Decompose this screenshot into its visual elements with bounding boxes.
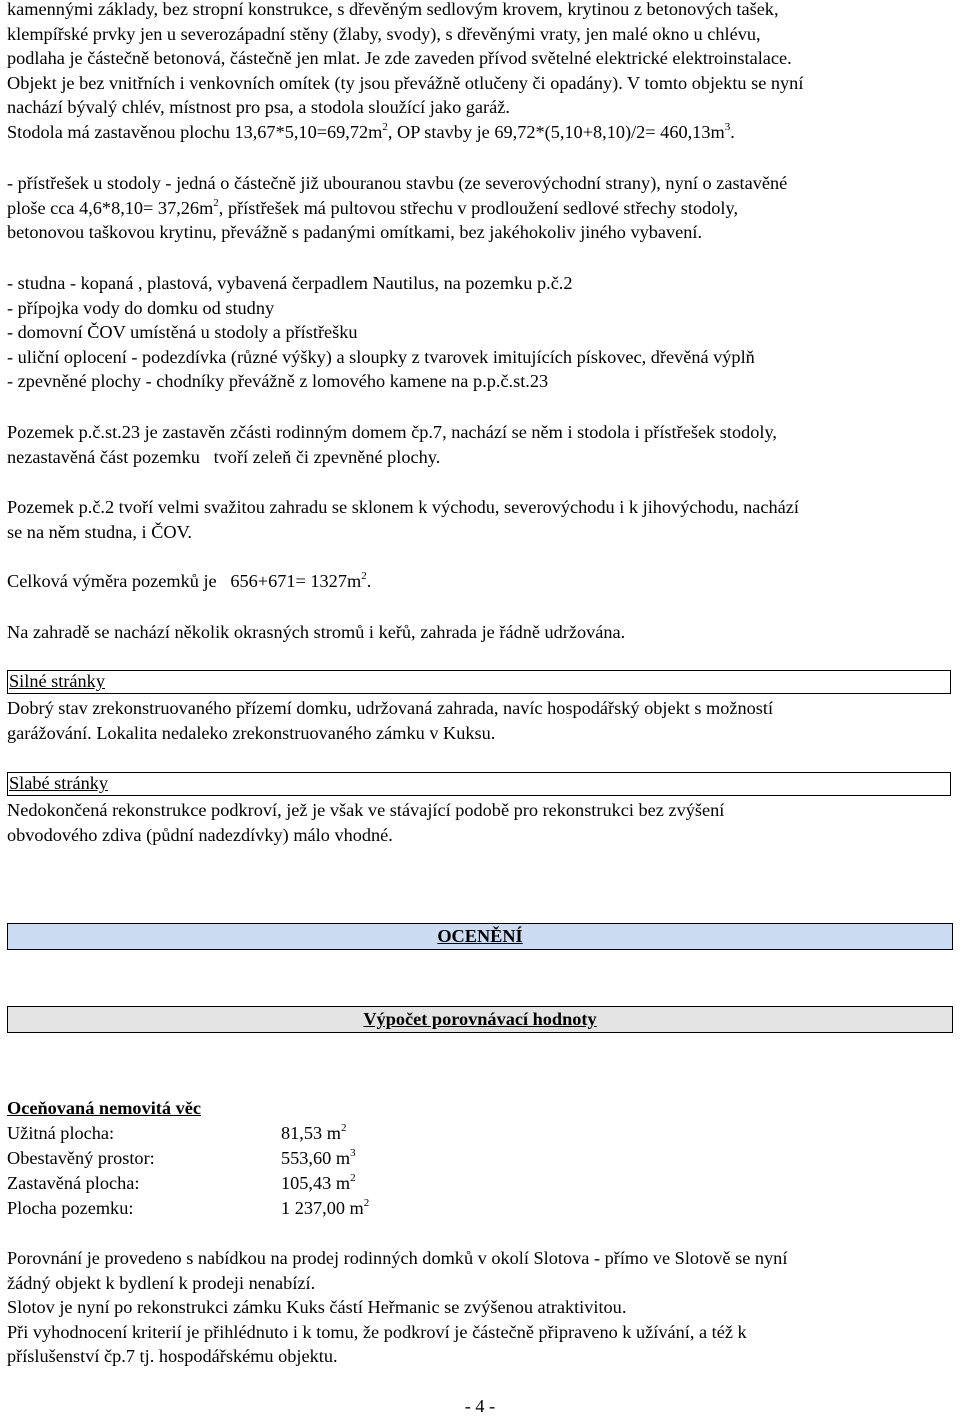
strengths-heading: Silné stránky <box>9 671 105 691</box>
description-paragraph <box>7 0 953 145</box>
superscript: 2 <box>382 120 388 133</box>
weaknesses-heading: Slabé stránky <box>9 773 109 793</box>
valued-property-heading-line <box>7 1096 953 1121</box>
text-line: Na zahradě se nachází několik okrasných stromů i keřů, zahrada je řádně udržována. <box>7 622 626 642</box>
text-line <box>7 196 953 221</box>
stodola-area-text: Stodola má zastavěnou plochu 13,67*5,10=69,72m <box>7 121 383 142</box>
param-value: 81,53 m <box>281 1123 341 1143</box>
text-line: klempířské prvky jen u severozápadní stěny (žlaby, svody), s dřevěnými vraty, jen malé okno u chlévu, <box>7 23 761 44</box>
param-value: 1 237,00 m <box>281 1198 364 1218</box>
weaknesses-heading-box <box>7 772 951 796</box>
valuation-banner <box>7 923 953 950</box>
text-line: Pozemek p.č.st.23 je zastavěn zčásti rodinným domem čp.7, nachází se něm i stodola i přístřešek stodoly, <box>7 422 777 442</box>
text-line: Dobrý stav zrekonstruovaného přízemí domku, udržovaná zahrada, navíc hospodářský objekt s možností <box>7 698 774 718</box>
param-label: Plocha pozemku: <box>7 1198 134 1218</box>
comparative-value-banner <box>7 1006 953 1033</box>
page-number: - 4 - <box>464 1396 496 1416</box>
text-line: žádný objekt k bydlení k prodeji nenabízí. <box>7 1272 316 1293</box>
superscript: 2 <box>340 1122 347 1134</box>
param-row <box>7 1171 356 1196</box>
text-line: Pozemek p.č.2 tvoří velmi svažitou zahradu se sklonem k východu, severovýchodu i k jihovýchodu, nachází <box>7 497 799 517</box>
pozemek-2-paragraph <box>7 495 953 544</box>
strengths-heading-box <box>7 670 951 694</box>
text-line: betonovou taškovou krytinu, převážně s padanými omítkami, bez jakéhokoliv jiného vybavení. <box>7 222 703 243</box>
param-row <box>7 1146 356 1171</box>
text-line: nezastavěná část pozemku tvoří zeleň či zpevněné plochy. <box>7 446 441 467</box>
valued-property-heading-wrap <box>7 1096 953 1121</box>
valuation-title: OCENĚNÍ <box>437 926 523 946</box>
text-line: Objekt je bez vnitřních i venkovních omítek (ty jsou převážně otlučeny či opadány). V tomto objektu se nyní <box>7 72 804 93</box>
param-value: 105,43 m <box>281 1173 351 1193</box>
superscript: 3 <box>350 1147 356 1159</box>
text-fragment: ploše cca 4,6*8,10= 37,26m <box>7 197 214 218</box>
superscript: 3 <box>724 120 731 133</box>
param-row <box>7 1196 369 1221</box>
param-value: 553,60 m <box>281 1148 351 1168</box>
list-item: - uliční oplocení - podezdívka (různé výšky) a sloupky z tvarovek imitujících pískovec, dřevěná výplň <box>7 346 755 367</box>
list-item: - přípojka vody do domku od studny <box>7 297 275 318</box>
list-item: - zpevněné plochy - chodníky převážně z lomového kamene na p.p.č.st.23 <box>7 371 549 392</box>
punctuation: . <box>730 121 735 142</box>
superscript: 2 <box>363 1197 370 1209</box>
list-item: - domovní ČOV umístěná u stodoly a přístřešku <box>7 322 358 343</box>
param-row <box>7 1121 346 1146</box>
total-area-paragraph <box>7 569 953 594</box>
comparative-value-title: Výpočet porovnávací hodnoty <box>363 1009 597 1029</box>
list-item: - studna - kopaná , plastová, vybavená čerpadlem Nautilus, na pozemku p.č.2 <box>7 273 573 293</box>
text-line: Při vyhodnocení kriterií je přihlédnuto i k tomu, že podkroví je částečně připraveno k užívání, a též k <box>7 1321 747 1342</box>
text-line: - přístřešek u stodoly - jedná o částečně již ubouranou stavbu (ze severovýchodní strany), nyní o zastavěné <box>7 173 788 193</box>
strengths-text <box>7 696 953 745</box>
valued-property-heading: Oceňovaná nemovitá věc <box>7 1098 201 1118</box>
text-line: kamennými základy, bez stropní konstrukce, s dřevěným sedlovým krovem, krytinou z betonových tašek, <box>7 0 779 19</box>
superscript: 2 <box>213 196 219 209</box>
comparison-paragraph <box>7 1246 953 1369</box>
accessories-list <box>7 271 953 394</box>
text-fragment: , přístřešek má pultovou střechu v prodloužení sedlové střechy stodoly, <box>218 197 739 218</box>
text-line: Nedokončená rekonstrukce podkroví, jež je však ve stávající podobě pro rekonstrukci bez zvýšení <box>7 800 725 820</box>
garden-paragraph <box>7 620 953 645</box>
punctuation: . <box>366 571 372 591</box>
text-line: obvodového zdiva (půdní nadezdívky) málo vhodné. <box>7 824 393 845</box>
text-line: podlaha je částečně betonová, částečně jen mlat. Je zde zaveden přívod světelné elektrické elektroinstalace. <box>7 48 792 69</box>
stodola-area-line <box>7 120 953 145</box>
superscript: 2 <box>361 570 367 582</box>
stodola-volume-text: , OP stavby je 69,72*(5,10+8,10)/2= 460,13m <box>387 121 725 142</box>
param-label: Zastavěná plocha: <box>7 1173 140 1193</box>
text-line: garážování. Lokalita nedaleko zrekonstruovaného zámku v Kuksu. <box>7 722 496 743</box>
text-fragment: Celková výměra pozemků je 656+671= 1327m <box>7 571 362 591</box>
pozemek-23-paragraph <box>7 420 953 469</box>
text-line <box>7 569 953 594</box>
text-line: nachází bývalý chlév, místnost pro psa, a stodola sloužící jako garáž. <box>7 97 510 118</box>
text-line: Slotov je nyní po rekonstrukci zámku Kuks částí Heřmanic se zvýšenou atraktivitou. <box>7 1297 627 1318</box>
param-label: Užitná plocha: <box>7 1123 115 1143</box>
param-label: Obestavěný prostor: <box>7 1148 155 1168</box>
text-line: Porovnání je provedeno s nabídkou na prodej rodinných domků v okolí Slotova - přímo ve Slotově se nyní <box>7 1248 788 1268</box>
text-line: se na něm studna, i ČOV. <box>7 521 192 542</box>
superscript: 2 <box>350 1172 356 1184</box>
pristresek-paragraph <box>7 171 953 245</box>
weaknesses-text <box>7 798 953 847</box>
text-line: příslušenství čp.7 tj. hospodářskému objektu. <box>7 1346 338 1367</box>
